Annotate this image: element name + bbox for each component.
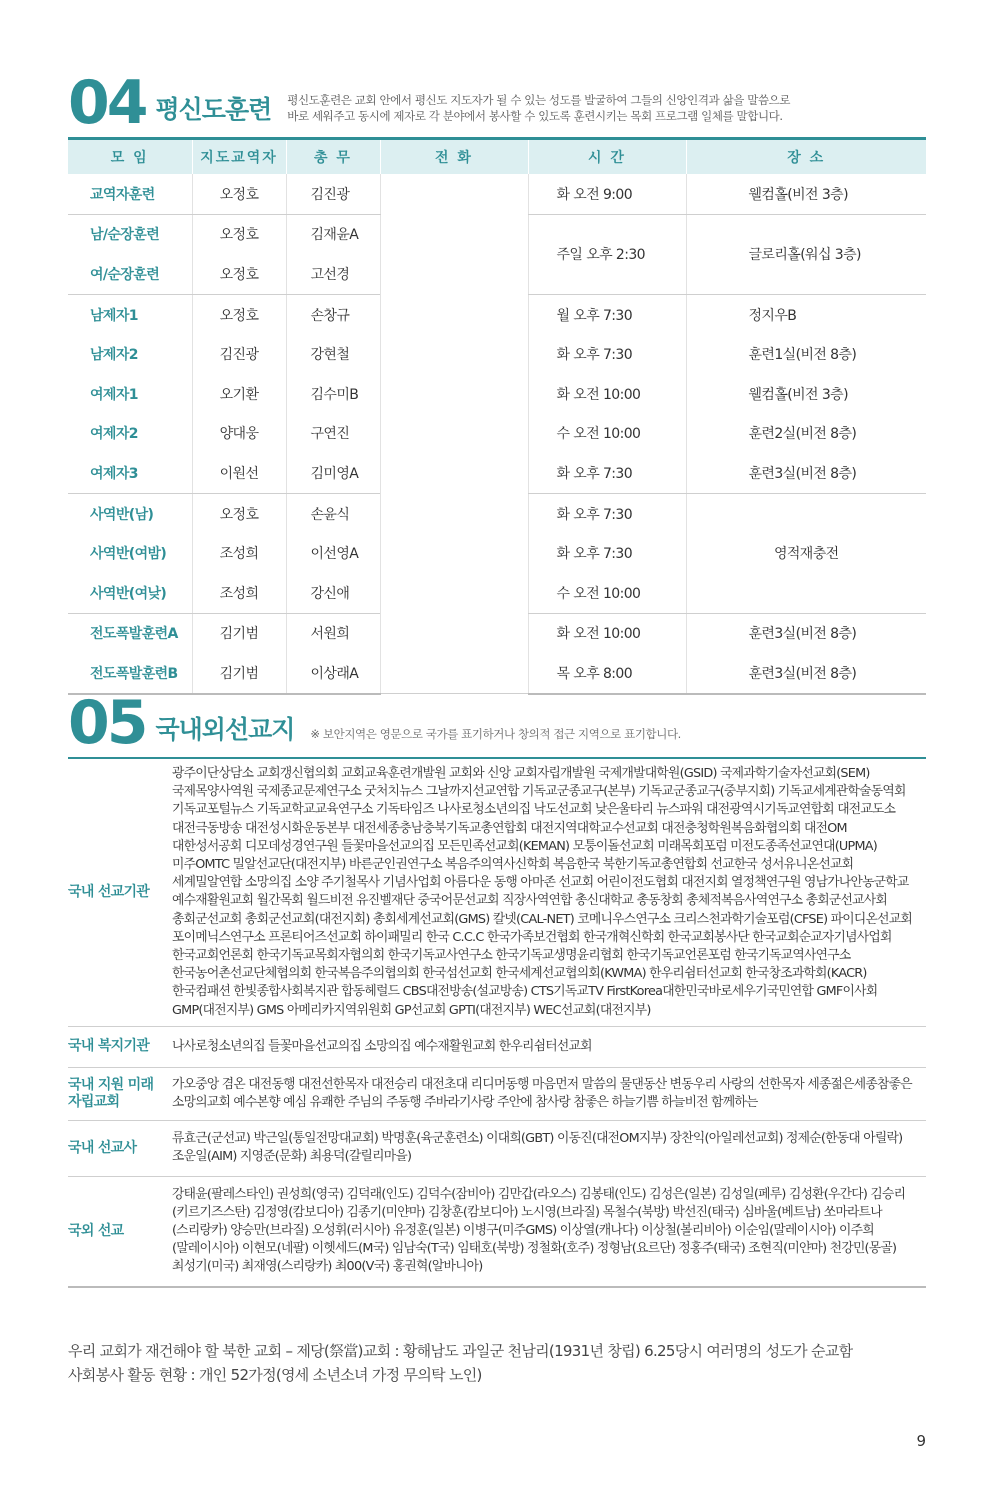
phone-column (380, 174, 528, 694)
section-04-header (68, 68, 791, 138)
page-number: 9 (916, 1432, 926, 1450)
table-row: 여제자2 양대웅 구연진 수 오전 10:00 훈련2실(비전 8층) (68, 414, 926, 454)
table-row: 전도폭발훈련B 김기범 이상래A 목 오후 8:00 훈련3실(비전 8층) (68, 653, 926, 694)
row-label: 국외 선교 (68, 1176, 172, 1287)
table-row (68, 758, 926, 1026)
row-text: 나사로청소년의집 들꽃마을선교의집 소망의집 예수재활원교회 한우리쉼터선교회 (172, 1026, 926, 1067)
table-row: 사역반(남) 오정호 손윤식 화 오후 7:30 영적재충전 (68, 493, 926, 533)
header-phone: 전 화 (380, 139, 528, 175)
table-row: 남제자1 오정호 손창규 월 오후 7:30 정지우B (68, 294, 926, 334)
mission-table (68, 757, 926, 1288)
section-04-number: 04 (68, 68, 146, 138)
table-row: 여/순장훈련 오정호 고선경 (68, 254, 926, 294)
row-text: 강태윤(팔레스타인) 권성희(영국) 김덕래(인도) 김덕수(잠비아) 김만갑(라오스) 김봉태(인도) 김성은(일본) 김성일(페루) 김성환(우간다) 김승리(키르기즈스탄) 김정영(캄보디아) 김종기(미얀마) 김창훈(캄보디아) 노시영(브라질) 목철수(북방) 박선진(태국) 심바울(베트남) 쏘마라트나(스리랑카) 양승만(브라질) 오성휘(러시아) 유정훈(일본) 이병구(미주GMS) 이상열(캐나다) 이상철(볼리비아) 이순임(말레이시아) 이주희(말레이시아) 이현모(네팔) 이헷세드(M국) 임남숙(T국) 임태호(북방) 정철화(호주) 정형남(요르단) 정홍주(태국) 조현직(미얀마) 천강민(몽골) 최성기(미국) 최재영(스리랑카) 최00(V국) 홍권혁(알바니아) (172, 1176, 926, 1287)
table-row (68, 1026, 926, 1067)
section-05-note: ※ 보안지역은 영문으로 국가를 표기하거나 창의적 접근 지역으로 표기합니다. (310, 727, 681, 741)
header-leader: 지도교역자 (192, 139, 286, 175)
section-04-description: 평신도훈련은 교회 안에서 평신도 지도자가 될 수 있는 성도를 발굴하여 그들의 신앙인격과 삶을 말씀으로 바로 세워주고 동시에 제자로 각 분야에서 봉사할 수 있도록 훈련시키는 목회 프로그램 일체를 말합니다. (287, 93, 791, 123)
social-service-note: 사회봉사 활동 현황 : 개인 52가정(영세 소년소녀 가정 무의탁 노인) (68, 1366, 482, 1384)
table-row: 사역반(여밤) 조성희 이선영A 화 오후 7:30 (68, 533, 926, 573)
header-place: 장 소 (686, 139, 926, 175)
training-schedule-table (68, 137, 926, 695)
table-row: 사역반(여낮) 조성희 강신애 수 오전 10:00 (68, 573, 926, 613)
section-05-title: 국내외선교지 (155, 715, 295, 744)
row-label: 국내 지원 미래자립교회 (68, 1067, 172, 1120)
header-group: 모 임 (68, 139, 192, 175)
table-row (68, 1067, 926, 1120)
section-05-header (68, 688, 681, 758)
row-text: 류효근(군선교) 박근일(통일전망대교회) 박명훈(육군훈련소) 이대희(GBT) 이동진(대전OM지부) 장찬익(아일레선교회) 정제순(한동대 아릴락) 조운일(AIM) 지영준(문화) 최용덕(갈릴리마을) (172, 1121, 926, 1176)
header-time: 시 간 (528, 139, 686, 175)
table-row (68, 1176, 926, 1287)
row-label: 국내 선교기관 (68, 758, 172, 1026)
table-row: 남제자2 김진광 강현철 화 오후 7:30 훈련1실(비전 8층) (68, 334, 926, 374)
row-label: 국내 복지기관 (68, 1026, 172, 1067)
table-row: 남/순장훈련 오정호 김재윤A 주일 오후 2:30 글로리홀(워십 3층) (68, 214, 926, 254)
table-header-row (68, 139, 926, 175)
header-manager: 총 무 (286, 139, 380, 175)
row-label: 국내 선교사 (68, 1121, 172, 1176)
table-row: 여제자1 오기환 김수미B 화 오전 10:00 웰컴홀(비전 3층) (68, 374, 926, 414)
section-04-title: 평신도훈련 (155, 95, 272, 124)
section-05-number: 05 (68, 688, 146, 758)
table-row: 전도폭발훈련A 김기범 서원희 화 오전 10:00 훈련3실(비전 8층) (68, 613, 926, 653)
row-text: 가오중앙 겸온 대전동행 대전선한목자 대전승리 대전초대 리디머동행 마음먼저 말씀의 물댄동산 변동우리 사랑의 선한목자 세종젊은세종참좋은 소망의교회 예수본향 예심 유쾌한 주님의 주동행 주바라기사랑 주안에 참사랑 참좋은 하늘기쁨 하늘비전 함께하는 (172, 1067, 926, 1120)
table-row: 교역자훈련 오정호 김진광 화 오전 9:00 웰컴홀(비전 3층) (68, 174, 926, 214)
north-korea-church-note: 우리 교회가 재건해야 할 북한 교회 – 제당(祭當)교회 : 황해남도 과일군 천남리(1931년 창립) 6.25당시 여러명의 성도가 순교함 (68, 1342, 853, 1360)
row-text: 광주이단상담소 교회갱신협의회 교회교육훈련개발원 교회와 신앙 교회자립개발원 국제개발대학원(GSID) 국제과학기술자선교회(SEM) 국제목양사역원 국제종교문제연구소 굿처치뉴스 그날까지선교연합 기독교군종교구(본부) 기독교군종교구(중부지회) 기독교세계관학술동역회 기독교포털뉴스 기독교학교교육연구소 기독타임즈 나사로청소년의집 낙도선교회 낮은울타리 뉴스파워 대전광역시기독교연합회 대전교도소 대전극동방송 대전성시화운동본부 대전세종충남충북기독교총연합회 대전지역대학교수선교회 대전충청학원복음화협의회 대전OM 대한성서공회 디모데성경연구원 들꽃마을선교의집 모든민족선교회(KEMAN) 모퉁이돌선교회 미래목회포럼 미전도종족선교연대(UPMA) 미주OMTC 밀알선교단(대전지부) 바른군인권연구소 복음주의역사신학회 복음한국 북한기독교총연합회 선교한국 성서유니온선교회 세계밀알연합 소망의집 소양 주기철목사 기념사업회 아름다운 동행 아마존 선교회 어린이전도협회 대전지회 열정책연구원 영남가나안농군학교 예수재활원교회 월간목회 월드비전 유진벨재단 중국어문선교회 직장사역연합 총신대학교 총동창회 총체적복음사역연구소 총회군선교사회 총회군선교회 총회군선교회(대전지회) 총회세계선교회(GMS) 칼넷(CAL-NET) 코메니우스연구소 크리스천과학기술포럼(CFSE) 파이디온선교회 포이메닉스연구소 프론티어즈선교회 하이패밀리 한국 C.C.C 한국가족보건협회 한국개혁신학회 한국교회봉사단 한국교회순교자기념사업회 한국교회언론회 한국기독교목회자협의회 한국기독교사연구소 한국기독교생명윤리협회 한국기독교언론포럼 한국기독교역사연구소 한국농어촌선교단체협의회 한국복음주의협의회 한국섬선교회 한국세계선교협의회(KWMA) 한우리쉼터선교회 한국창조과학회(KACR) 한국컴패션 한빛종합사회복지관 합동헤럴드 CBS대전방송(설교방송) CTS기독교TV FirstKorea대한민국바로세우기국민연합 GMF이사회 GMP(대전지부) GMS 아메리카지역위원회 GP선교회 GPTI(대전지부) WEC선교회(대전지부) (172, 758, 926, 1026)
table-row: 여제자3 이원선 김미영A 화 오후 7:30 훈련3실(비전 8층) (68, 453, 926, 493)
table-row (68, 1121, 926, 1176)
